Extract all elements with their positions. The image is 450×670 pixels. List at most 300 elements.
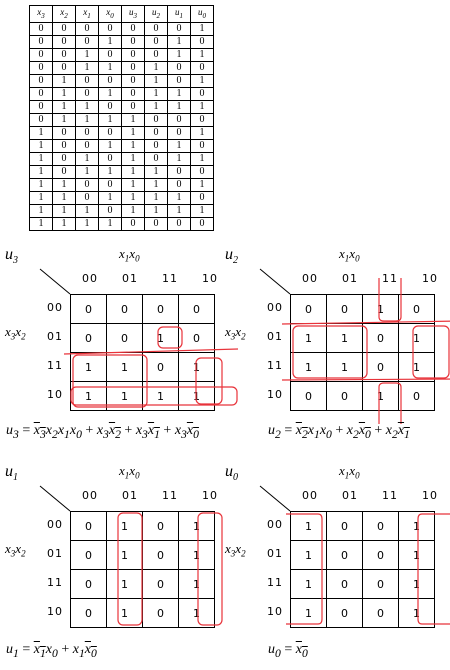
- map-output-label: [225, 246, 238, 266]
- table-cell: 0: [53, 126, 76, 139]
- table-cell: 1: [168, 35, 191, 48]
- table-cell: 1: [168, 152, 191, 165]
- table-row: [30, 22, 214, 35]
- table-cell: 0: [30, 22, 53, 35]
- table-row: [30, 48, 214, 61]
- kmap-cell: 1: [291, 353, 327, 382]
- literal-base: x: [295, 642, 302, 657]
- literal-sub: 0: [91, 646, 97, 660]
- table-cell: 0: [168, 61, 191, 74]
- table-cell: 0: [99, 100, 122, 113]
- row-header: 01: [267, 547, 283, 560]
- kmap-cell: 1: [179, 382, 215, 411]
- plus-operator: +: [370, 423, 386, 438]
- literal-sub: 0: [326, 427, 332, 441]
- kmap-cell: 1: [399, 353, 435, 382]
- column-variable-sub: 0: [355, 253, 360, 264]
- table-cell: 0: [30, 48, 53, 61]
- equation-u1: [6, 642, 97, 660]
- kmap-cell: 1: [327, 324, 363, 353]
- kmap-cell: 1: [179, 541, 215, 570]
- table-cell: 0: [168, 22, 191, 35]
- column-header-sub: 3: [133, 11, 137, 20]
- literal-sub: 0: [365, 427, 371, 441]
- kmap-row: [291, 570, 435, 599]
- map-output-label: [225, 463, 238, 483]
- table-cell: 1: [99, 191, 122, 204]
- truth-table-body: [30, 22, 214, 230]
- row-header: 11: [47, 576, 63, 589]
- table-cell: 1: [191, 126, 214, 139]
- table-cell: 0: [122, 35, 145, 48]
- kmap-cell: 0: [143, 353, 179, 382]
- kmap-cell: 1: [107, 570, 143, 599]
- table-cell: 0: [99, 74, 122, 87]
- row-header: 10: [267, 388, 283, 401]
- table-cell: 0: [99, 22, 122, 35]
- row-variable-base: x: [15, 541, 22, 556]
- corner-diagonal-line: [260, 486, 290, 511]
- table-cell: 1: [53, 191, 76, 204]
- literal-base: x: [69, 423, 77, 438]
- kmap-cell: 1: [399, 599, 435, 628]
- row-variable-sub: 2: [241, 548, 246, 559]
- column-variable-base: x: [119, 246, 125, 261]
- column-variable-sub: 1: [124, 253, 130, 264]
- map-output-label-sub: 1: [13, 472, 18, 484]
- kmap-cell: 0: [71, 570, 107, 599]
- literal-complemented: [295, 423, 308, 441]
- literal: [319, 423, 332, 441]
- kmap-u0: [225, 463, 438, 653]
- table-row: [30, 217, 214, 230]
- table-cell: 0: [122, 217, 145, 230]
- column-variable-base: x: [349, 246, 356, 261]
- table-cell: 0: [53, 61, 76, 74]
- equals-sign: =: [18, 423, 34, 438]
- equation-lhs-sub: 0: [275, 646, 281, 660]
- literal: [135, 423, 148, 441]
- column-variable-base: x: [349, 463, 356, 478]
- kmap-cell: 0: [363, 570, 399, 599]
- table-row: [30, 74, 214, 87]
- map-output-label-base: u: [5, 463, 13, 480]
- row-variable-sub: 2: [21, 548, 26, 559]
- corner-diagonal-line: [40, 269, 70, 294]
- column-variable-base: x: [129, 246, 136, 261]
- kmap-cell: 0: [291, 295, 327, 324]
- kmap-cell: 0: [143, 541, 179, 570]
- equation-lhs: [268, 423, 281, 441]
- kmap-grid: [70, 294, 215, 411]
- row-variables-label: [225, 541, 246, 559]
- column-header: 00: [82, 272, 98, 285]
- table-cell: 1: [76, 204, 99, 217]
- kmap-cell: 0: [327, 599, 363, 628]
- row-variable-base: x: [5, 541, 11, 556]
- kmap-u2: [225, 246, 438, 436]
- table-row: [30, 35, 214, 48]
- table-row: [30, 126, 214, 139]
- kmap-row: [71, 570, 215, 599]
- literal-sub: 0: [76, 427, 82, 441]
- column-variable-base: x: [339, 463, 345, 478]
- kmap-cell: 1: [179, 570, 215, 599]
- column-header-base: x: [83, 7, 88, 17]
- kmap-row: [71, 324, 215, 353]
- column-header: [191, 6, 214, 23]
- column-header-sub: 2: [156, 11, 160, 20]
- column-header: 11: [382, 489, 398, 502]
- table-cell: 1: [168, 100, 191, 113]
- table-row: [30, 61, 214, 74]
- row-variables-label: [5, 324, 26, 342]
- row-variable-base: x: [15, 324, 22, 339]
- map-output-label-base: u: [225, 463, 233, 480]
- plus-operator: +: [81, 423, 97, 438]
- table-cell: 1: [76, 113, 99, 126]
- kmap-cell: 0: [399, 382, 435, 411]
- row-variable-sub: 3: [230, 331, 236, 342]
- equation-lhs-base: u: [6, 423, 13, 438]
- column-header: 11: [382, 272, 398, 285]
- kmap-cell: 0: [143, 512, 179, 541]
- table-cell: 0: [122, 61, 145, 74]
- kmap-cell: 1: [327, 353, 363, 382]
- row-variables-label: [5, 541, 26, 559]
- table-row: [30, 152, 214, 165]
- kmap-cell: 1: [143, 324, 179, 353]
- table-cell: 0: [122, 87, 145, 100]
- literal-base: x: [72, 642, 79, 657]
- column-variable-base: x: [129, 463, 136, 478]
- column-header: 10: [202, 489, 218, 502]
- row-variable-sub: 3: [230, 548, 236, 559]
- table-cell: 1: [122, 139, 145, 152]
- row-header: 00: [47, 518, 63, 531]
- table-cell: 0: [53, 48, 76, 61]
- corner-divider: [40, 486, 72, 514]
- kmap-cell: 0: [71, 541, 107, 570]
- equation-lhs-sub: 2: [275, 427, 281, 441]
- table-cell: 0: [99, 126, 122, 139]
- kmap-cell: 1: [399, 570, 435, 599]
- table-cell: 0: [191, 35, 214, 48]
- table-cell: 1: [76, 48, 99, 61]
- kmap-cell: 1: [71, 382, 107, 411]
- table-cell: 1: [30, 191, 53, 204]
- table-cell: 1: [99, 35, 122, 48]
- kmap-cell: 1: [107, 599, 143, 628]
- kmap-row: [291, 512, 435, 541]
- column-header: 01: [342, 272, 358, 285]
- literal-complemented: [186, 423, 199, 441]
- column-header-sub: 0: [110, 11, 114, 20]
- literal-sub: 3: [181, 427, 187, 441]
- equation-lhs: [268, 642, 281, 660]
- kmap-row: [291, 324, 435, 353]
- column-header: [145, 6, 168, 23]
- kmap-cell: 1: [363, 382, 399, 411]
- kmap-row: [71, 382, 215, 411]
- table-cell: 1: [145, 178, 168, 191]
- literal-sub: 2: [353, 427, 359, 441]
- map-output-label-sub: 3: [13, 255, 18, 267]
- column-header-base: x: [37, 7, 42, 17]
- table-cell: 0: [122, 100, 145, 113]
- column-variable-sub: 0: [355, 470, 360, 481]
- column-header: 00: [82, 489, 98, 502]
- kmap-cell: 0: [179, 324, 215, 353]
- table-cell: 1: [76, 61, 99, 74]
- table-row: [30, 204, 214, 217]
- kmap-cell: 1: [143, 382, 179, 411]
- literal-base: x: [174, 423, 182, 438]
- equation-lhs: [6, 423, 19, 441]
- row-header: 01: [47, 330, 63, 343]
- column-variable-sub: 0: [135, 253, 140, 264]
- kmap-cell: 1: [399, 541, 435, 570]
- table-cell: 1: [145, 165, 168, 178]
- corner-diagonal-line: [260, 269, 290, 294]
- column-header: 10: [422, 272, 438, 285]
- kmap-row: [71, 541, 215, 570]
- table-cell: 1: [122, 165, 145, 178]
- literal-base: x: [358, 423, 366, 438]
- kmap-cell: 0: [363, 541, 399, 570]
- table-cell: 0: [76, 139, 99, 152]
- equation-lhs: [6, 642, 19, 660]
- literal-sub: 0: [52, 646, 58, 660]
- kmap-row: [71, 512, 215, 541]
- table-cell: 0: [191, 113, 214, 126]
- table-cell: 1: [145, 74, 168, 87]
- column-header: [99, 6, 122, 23]
- literal-sub: 1: [314, 427, 320, 441]
- equation-lhs-sub: 3: [13, 427, 19, 441]
- table-cell: 1: [53, 113, 76, 126]
- literal: [346, 423, 359, 441]
- kmap-cell: 0: [363, 353, 399, 382]
- row-variable-base: x: [5, 324, 11, 339]
- table-cell: 1: [99, 139, 122, 152]
- literal: [45, 423, 58, 441]
- table-cell: 1: [99, 87, 122, 100]
- kmap-row: [291, 599, 435, 628]
- table-cell: 0: [99, 152, 122, 165]
- kmap-cell: 1: [107, 541, 143, 570]
- literal-sub: 0: [301, 646, 308, 660]
- kmap-cell: 1: [107, 382, 143, 411]
- kmap-cell: 1: [291, 324, 327, 353]
- literal-sub: 2: [115, 427, 121, 441]
- table-row: [30, 139, 214, 152]
- literal-complemented: [147, 423, 160, 441]
- kmap-cell: 0: [107, 324, 143, 353]
- table-cell: 0: [145, 126, 168, 139]
- table-cell: 1: [53, 87, 76, 100]
- row-header: 01: [47, 547, 63, 560]
- column-header: [168, 6, 191, 23]
- table-cell: 0: [99, 178, 122, 191]
- kmap-grid: [290, 294, 435, 411]
- row-header: 11: [47, 359, 63, 372]
- table-cell: 0: [76, 191, 99, 204]
- kmap-u3: [5, 246, 218, 436]
- table-cell: 1: [30, 178, 53, 191]
- plus-operator: +: [57, 642, 73, 657]
- column-header: 01: [342, 489, 358, 502]
- table-row: [30, 165, 214, 178]
- literal-sub: 1: [154, 427, 160, 441]
- kmap-cell: 1: [291, 512, 327, 541]
- table-cell: 0: [30, 35, 53, 48]
- table-cell: 1: [122, 126, 145, 139]
- column-variables-label: [339, 246, 360, 264]
- table-row: [30, 100, 214, 113]
- kmap-row: [291, 295, 435, 324]
- table-cell: 0: [145, 113, 168, 126]
- literal-sub: 1: [39, 646, 46, 660]
- column-variables-label: [339, 463, 360, 481]
- map-output-label: [5, 463, 18, 483]
- table-cell: 1: [122, 204, 145, 217]
- table-cell: 0: [168, 113, 191, 126]
- column-variable-base: x: [339, 246, 345, 261]
- literal-sub: 2: [301, 427, 308, 441]
- plus-operator: +: [159, 423, 175, 438]
- table-cell: 0: [53, 22, 76, 35]
- column-header: [76, 6, 99, 23]
- table-cell: 1: [99, 113, 122, 126]
- table-cell: 1: [30, 126, 53, 139]
- literal-complemented: [33, 642, 46, 660]
- table-cell: 0: [168, 178, 191, 191]
- table-cell: 1: [76, 217, 99, 230]
- kmap-cell: 1: [291, 599, 327, 628]
- map-output-label-base: u: [5, 246, 13, 263]
- kmap-row: [291, 541, 435, 570]
- table-cell: 1: [168, 139, 191, 152]
- table-cell: 0: [53, 165, 76, 178]
- column-header: 11: [162, 272, 178, 285]
- column-header: [30, 6, 53, 23]
- literal: [45, 642, 58, 660]
- table-cell: 1: [30, 139, 53, 152]
- literal: [57, 423, 70, 441]
- literal-base: x: [295, 423, 302, 438]
- literal-base: x: [147, 423, 155, 438]
- column-header-sub: 1: [179, 11, 183, 20]
- table-cell: 1: [122, 191, 145, 204]
- table-cell: 0: [30, 113, 53, 126]
- table-cell: 0: [145, 139, 168, 152]
- kmap-cell: 1: [107, 512, 143, 541]
- table-cell: 1: [30, 217, 53, 230]
- literal-complemented: [108, 423, 121, 441]
- table-cell: 0: [145, 35, 168, 48]
- table-cell: 1: [191, 100, 214, 113]
- column-header: 10: [202, 272, 218, 285]
- literal-complemented: [397, 423, 410, 441]
- literal-base: x: [385, 423, 392, 438]
- literal-base: x: [108, 423, 116, 438]
- column-header: 11: [162, 489, 178, 502]
- column-header-base: x: [60, 7, 65, 17]
- corner-diagonal-line: [40, 486, 70, 511]
- column-header: [53, 6, 76, 23]
- table-cell: 0: [53, 152, 76, 165]
- literal-complemented: [295, 642, 308, 660]
- kmap-cell: 0: [327, 512, 363, 541]
- equation-lhs-sub: 1: [13, 646, 19, 660]
- truth-table-header-row: [30, 6, 214, 23]
- column-header: [122, 6, 145, 23]
- row-header: 11: [267, 359, 283, 372]
- table-cell: 1: [53, 100, 76, 113]
- table-cell: 0: [191, 61, 214, 74]
- equals-sign: =: [280, 642, 296, 657]
- kmap-cell: 0: [327, 295, 363, 324]
- table-cell: 1: [30, 165, 53, 178]
- table-cell: 0: [76, 74, 99, 87]
- table-cell: 1: [53, 178, 76, 191]
- column-header-sub: 2: [64, 11, 68, 20]
- kmap-cell: 0: [143, 570, 179, 599]
- literal-sub: 2: [392, 427, 398, 441]
- plus-operator: +: [120, 423, 136, 438]
- column-header-base: u: [129, 7, 134, 17]
- column-header: 01: [122, 489, 138, 502]
- corner-divider: [40, 269, 72, 297]
- literal-base: x: [57, 423, 65, 438]
- kmap-cell: 0: [71, 599, 107, 628]
- kmap-grid: [70, 511, 215, 628]
- kmap-grid: [290, 511, 435, 628]
- equals-sign: =: [18, 642, 34, 657]
- column-variables-label: [119, 463, 140, 481]
- kmap-cell: 0: [71, 324, 107, 353]
- table-cell: 1: [53, 217, 76, 230]
- row-variable-base: x: [225, 324, 231, 339]
- kmap-cell: 0: [399, 295, 435, 324]
- column-variable-sub: 1: [344, 253, 350, 264]
- row-variables-label: [225, 324, 246, 342]
- table-cell: 1: [53, 204, 76, 217]
- column-header: 10: [422, 489, 438, 502]
- literal-base: x: [33, 423, 40, 438]
- row-header: 10: [47, 605, 63, 618]
- kmap-cell: 1: [399, 324, 435, 353]
- kmap-row: [291, 382, 435, 411]
- table-cell: 1: [99, 165, 122, 178]
- kmap-u1: [5, 463, 218, 653]
- equation-lhs-base: u: [6, 642, 13, 657]
- column-header-base: u: [152, 7, 157, 17]
- row-variable-base: x: [235, 541, 242, 556]
- table-cell: 0: [122, 48, 145, 61]
- literal-complemented: [33, 423, 46, 441]
- kmap-row: [71, 295, 215, 324]
- column-variable-sub: 0: [135, 470, 140, 481]
- literal-base: x: [45, 642, 52, 657]
- literal-sub: 1: [64, 427, 70, 441]
- table-cell: 1: [191, 204, 214, 217]
- row-header: 00: [267, 301, 283, 314]
- kmap-cell: 1: [71, 353, 107, 382]
- kmap-row: [71, 599, 215, 628]
- column-variable-base: x: [119, 463, 125, 478]
